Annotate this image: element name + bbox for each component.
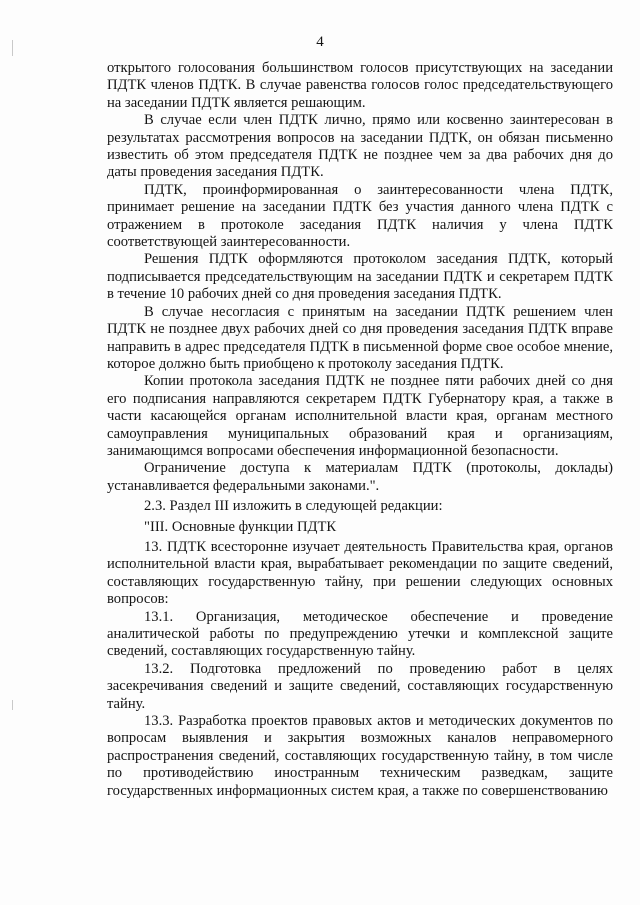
paragraph: 2.3. Раздел III изложить в следующей редакции: <box>144 498 443 515</box>
paragraph: ПДТК, проинформированная о заинтересованности члена ПДТК, принимает решение на заседании ПДТК без участия данного члена ПДТК с отражением в протоколе заседания ПДТК наличия у члена ПДТК соответствующей заинтересованности. <box>107 181 613 251</box>
paragraph: Копии протокола заседания ПДТК не позднее пяти рабочих дней со дня его подписания направляются секретарем ПДТК Губернатору края, а также в части касающейся органам исполнительной власти края, органам местного самоуправления муниципальных образований края и организациям, занимающимся вопросами обеспечения информационной безопасности. <box>107 373 613 459</box>
paragraph: открытого голосования большинством голосов присутствующих на заседании ПДТК членов ПДТК. В случае равенства голосов голос председательствующего на заседании ПДТК является решающим. <box>107 60 613 111</box>
paragraph: Ограничение доступа к материалам ПДТК (протоколы, доклады) устанавливается федеральными законами.". <box>107 460 613 494</box>
page-number: 4 <box>316 34 324 50</box>
paragraph: В случае если член ПДТК лично, прямо или косвенно заинтересован в результатах рассмотрения вопросов на заседании ПДТК, он обязан письменно известить об этом председателя ПДТК не позднее чем за два рабочих дня до даты проведения заседания ПДТК. <box>107 112 613 181</box>
paragraph: 13. ПДТК всесторонне изучает деятельность Правительства края, органов исполнительной власти края, вырабатывает рекомендации по защите сведений, составляющих государственную тайну, при решении следующих основных вопросов: <box>107 538 613 608</box>
paragraph: 13.3. Разработка проектов правовых актов и методических документов по вопросам выявления и закрытия возможных каналов неправомерного распространения сведений, составляющих государственную тайну, в том числе по противодействию иностранным техническим разведкам, защите государственных информационных систем края, а также по совершенствованию <box>107 713 613 799</box>
section-heading: "III. Основные функции ПДТК <box>144 518 337 535</box>
paragraph: Решения ПДТК оформляются протоколом заседания ПДТК, который подписывается председательствующим на заседании ПДТК и секретарем ПДТК в течение 10 рабочих дней со дня проведения заседания ПДТК. <box>107 251 613 303</box>
paragraph: В случае несогласия с принятым на заседании ПДТК решением член ПДТК не позднее двух рабочих дней со дня проведения заседания ПДТК вправе направить в адрес председателя ПДТК в письменной форме свое особое мнение, которое должно быть приобщено к протоколу заседания ПДТК. <box>107 303 613 372</box>
paragraph: 13.2. Подготовка предложений по проведению работ в целях засекречивания сведений и защите сведений, составляющих государственную тайну. <box>107 660 613 712</box>
scan-edge-mark <box>12 700 13 710</box>
paragraph: 13.1. Организация, методическое обеспечение и проведение аналитической работы по предупреждению утечки и комплексной защите сведений, составляющих государственную тайну. <box>107 608 613 660</box>
document-body <box>107 60 613 800</box>
